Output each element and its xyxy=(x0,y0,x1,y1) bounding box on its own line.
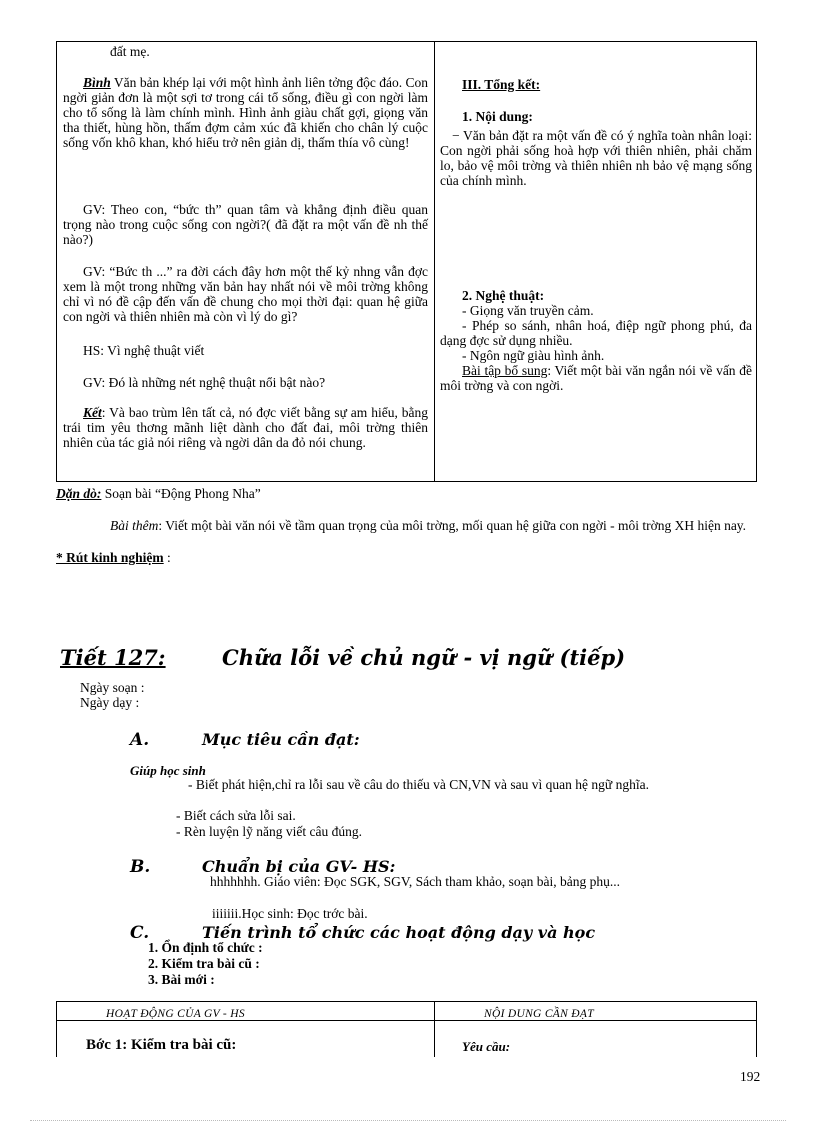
goal-3: - Rèn luyện lỹ năng viết câu đúng. xyxy=(176,824,362,839)
left-p1 xyxy=(63,75,428,150)
experience-label: * Rút kinh nghiệm xyxy=(56,550,164,565)
column-divider xyxy=(434,42,435,481)
homework-line xyxy=(56,486,756,501)
table-header-rule xyxy=(57,1020,756,1021)
left-p5 xyxy=(63,405,428,450)
left-p2: GV: Theo con, “bức th” quan tâm và khẳng định điều quan trọng nào trong cuộc sống con ngời?( đã đặt ra một vấn đề nh thế nào?) xyxy=(63,202,428,247)
prep-student: iiiiiii.Học sinh: Đọc trớc bài. xyxy=(212,906,368,921)
content-title: 1. Nội dung: xyxy=(462,109,533,124)
section-b-title: Chuẩn bị của GV- HS: xyxy=(202,857,396,876)
step-1: 1. Ổn định tổ chức : xyxy=(148,940,263,955)
prep-teacher: hhhhhhh. Giáo viên: Đọc SGK, SGV, Sách tham khảo, soạn bài, bảng phụ... xyxy=(210,874,620,889)
art-title: 2. Nghệ thuật: xyxy=(462,288,545,303)
extra-exercise xyxy=(440,363,752,393)
table-column-rule xyxy=(434,1002,435,1057)
goal-2: - Biết cách sửa lỗi sai. xyxy=(176,808,296,823)
page-bottom-rule xyxy=(30,1120,786,1121)
content-text: − Văn bản đặt ra một vấn đề có ý nghĩa toàn nhân loại: Con ngời phải sống hoà hợp với thiên nhiên, phải chăm lo, bảo vệ môi trờng và thiên nhiên nh bảo vệ mạng sống của chính mình. xyxy=(440,128,752,188)
goal-1: - Biết phát hiện,chỉ ra lỗi sau về câu do thiếu và CN,VN và sau vì quan hệ ngữ nghĩa. xyxy=(188,777,649,792)
section-c-title: Tiến trình tổ chức các hoạt động dạy và học xyxy=(202,923,596,942)
left-p5-label: Kết xyxy=(83,405,102,420)
col-header-content: NỘI DUNG CẦN ĐẠT xyxy=(484,1008,594,1020)
section-a-title: Mục tiêu cần đạt: xyxy=(202,730,360,749)
homework-label: Dặn dò: xyxy=(56,486,102,501)
step-2: 2. Kiểm tra bài cũ : xyxy=(148,956,260,971)
date-taught: Ngày dạy : xyxy=(80,695,140,710)
experience-line xyxy=(56,550,456,565)
left-p5-text: : Và bao trùm lên tất cả, nó đợc viết bằng sự am hiểu, bằng trái tim yêu thơng mãnh liệt dành cho đất đai, môi trờng thiên nhiên của tác giả nói riêng và ngời dân da đỏ nói chung. xyxy=(63,405,428,450)
left-p1-text: Văn bản khép lại với một hình ảnh liên tởng độc đáo. Con ngời giản đơn là một sợi tơ trong cái tổ sống, điều gì con ngời làm cho tổ sống là làm chính mình. Hình ảnh giàu chất gợi, giọng văn tha thiết, hùng hồn, thấm đợm cảm xúc đã khiến cho chân lý cuộc sống vốn khô khan, khó hiểu trở nên giản dị, thấm thía vô cùng! xyxy=(63,75,428,150)
page-number: 192 xyxy=(740,1069,761,1084)
left-p0: đất mẹ. xyxy=(110,44,150,59)
left-p3: GV: “Bức th ...” ra đời cách đây hơn một thế kỷ nhng vẫn đợc xem là một trong những văn bản hay nhất nói về môi trờng không chỉ vì nó đề cập đến vấn đề chung cho mọi thời đại: quan hệ giữa con ngời và thiên nhiên mà còn vì lý do gì? xyxy=(63,264,428,324)
extra-exercise-text: : Viết một bài văn ngắn nói về vấn đề môi trờng và con ngời. xyxy=(440,363,752,393)
art-item-1: - Giọng văn truyền cảm. xyxy=(462,303,594,318)
lesson-number: Tiết 127: xyxy=(60,645,166,670)
extra-homework-text: : Viết một bài văn nói về tầm quan trọng của môi trờng, mối quan hệ giữa con ngời - môi trờng XH hiện nay. xyxy=(158,518,747,533)
left-p1-label: Bình xyxy=(83,75,111,90)
extra-homework-label: Bài thêm xyxy=(110,518,159,533)
section-a-letter: A. xyxy=(130,730,150,750)
lesson-title: Chữa lỗi về chủ ngữ - vị ngữ (tiếp) xyxy=(222,645,626,670)
summary-heading: III. Tổng kết: xyxy=(462,77,541,92)
help-students: Giúp học sinh xyxy=(130,763,206,778)
step-check-old-lesson: Bớc 1: Kiểm tra bài cũ: xyxy=(86,1037,237,1053)
extra-exercise-label: Bài tập bổ sung xyxy=(462,363,548,378)
left-p3b: HS: Vì nghệ thuật viết xyxy=(83,343,205,358)
col-header-activity: HOẠT ĐỘNG CỦA GV - HS xyxy=(106,1008,245,1020)
section-c-letter: C. xyxy=(130,923,150,943)
section-b-letter: B. xyxy=(130,857,151,877)
art-item-3: - Ngôn ngữ giàu hình ảnh. xyxy=(462,348,605,363)
requirement-label: Yêu cầu: xyxy=(462,1039,511,1054)
homework-text: Soạn bài “Động Phong Nha” xyxy=(101,486,261,501)
experience-tail: : xyxy=(163,550,171,565)
step-3: 3. Bài mới : xyxy=(148,972,215,987)
extra-homework xyxy=(64,518,754,533)
date-prepared: Ngày soạn : xyxy=(80,680,145,695)
art-item-2: - Phép so sánh, nhân hoá, điệp ngữ phong phú, đa dạng đợc sử dụng nhiều. xyxy=(440,318,752,348)
left-p4: GV: Đó là những nét nghệ thuật nổi bật nào? xyxy=(83,375,326,390)
